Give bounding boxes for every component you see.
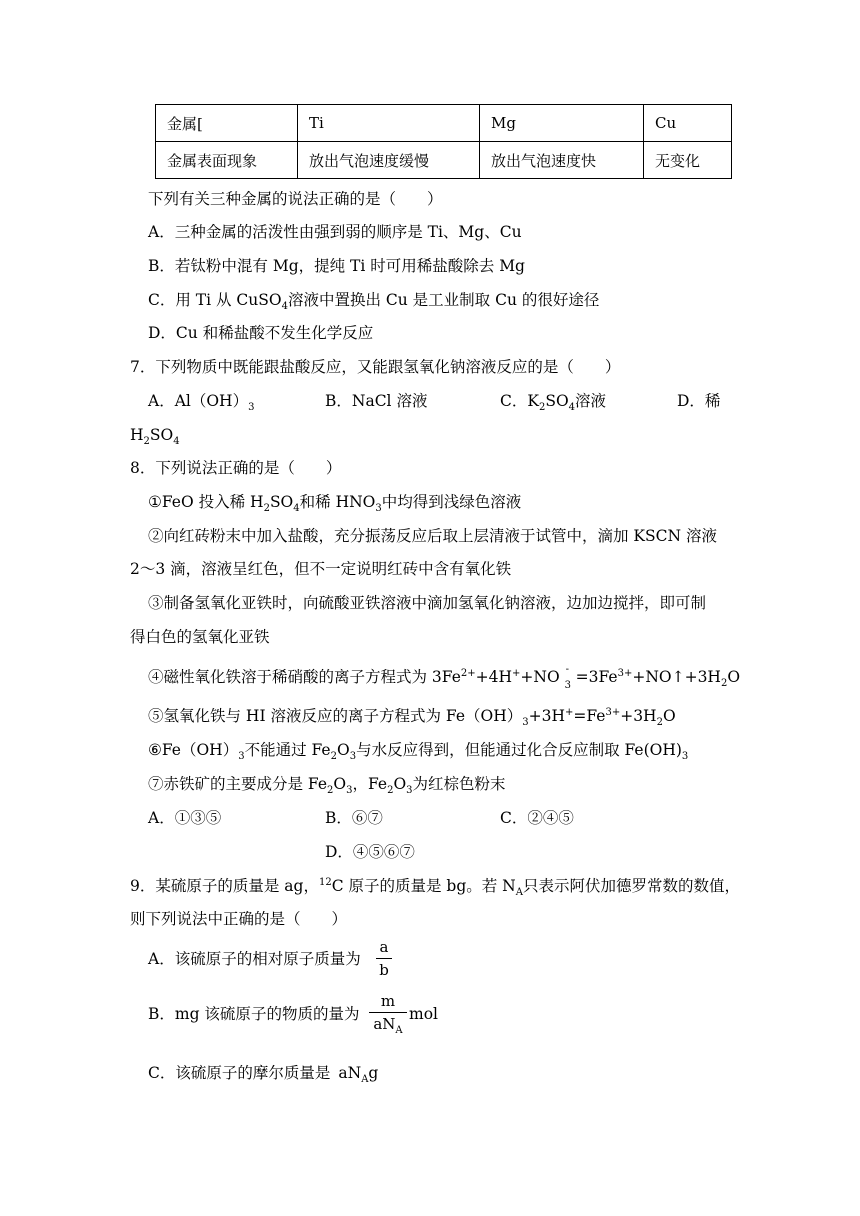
q9-stem-line1 xyxy=(130,876,740,899)
subscript: 2 xyxy=(538,402,546,414)
table-cell: 无变化 xyxy=(644,142,732,179)
q7-option-c xyxy=(500,391,607,414)
q8-statement-4 xyxy=(148,664,741,691)
text-part: =Fe xyxy=(573,707,606,725)
subscript: 3 xyxy=(346,785,353,797)
fraction-numerator: a xyxy=(379,938,389,956)
q6-option-c-pre: C．用 Ti 从 CuSO xyxy=(148,291,282,309)
q6-option-d: D．Cu 和稀盐酸不发生化学反应 xyxy=(148,324,374,342)
text-part: 不能通过 Fe xyxy=(244,741,331,759)
q9-option-b-unit: mol xyxy=(409,1005,438,1023)
text-part: +3H xyxy=(528,707,565,725)
text-part: O xyxy=(662,707,676,725)
superscript: + xyxy=(564,706,574,718)
subscript: 2 xyxy=(330,751,337,763)
formula-part: SO xyxy=(149,426,174,444)
text-part: +3H xyxy=(620,707,657,725)
q7-option-a xyxy=(148,391,255,414)
text-part: ④磁性氧化铁溶于稀硝酸的离子方程式为 3Fe xyxy=(148,668,461,686)
q6-option-b: B．若钛粉中混有 Mg，提纯 Ti 时可用稀盐酸除去 Mg xyxy=(148,257,525,275)
text-part: +4H xyxy=(475,668,512,686)
subscript: 2 xyxy=(263,503,270,515)
q7-option-a-pre: A．Al（OH） xyxy=(148,392,249,410)
table-cell: 放出气泡速度缓慢 xyxy=(298,142,480,179)
subscript: 4 xyxy=(281,301,288,313)
q6-option-c xyxy=(148,290,600,313)
fraction-a-over-b xyxy=(376,938,392,979)
subscript: A xyxy=(395,1025,403,1036)
subscript: 3 xyxy=(349,751,357,763)
q8-option-b: B．⑥⑦ xyxy=(325,809,383,827)
q7-stem: 7．下列物质中既能跟盐酸反应，又能跟氢氧化钠溶液反应的是（ ） xyxy=(130,358,621,376)
q7-option-c-post: 溶液 xyxy=(575,392,607,410)
text-part: 与水反应得到，但能通过化合反应制取 Fe(OH) xyxy=(356,741,682,759)
text-part: 和稀 HNO xyxy=(299,493,376,511)
text-part: ①FeO 投入稀 H xyxy=(148,493,264,511)
q8-option-c: C．②④⑤ xyxy=(500,809,574,827)
q8-option-d: D．④⑤⑥⑦ xyxy=(325,843,415,861)
q8-statement-5 xyxy=(148,706,676,729)
text-part: C 原子的质量是 bg。若 N xyxy=(331,877,516,895)
subscript: 3 xyxy=(681,751,689,763)
formula-part: g xyxy=(368,1064,379,1082)
text-part: O xyxy=(336,741,350,759)
superscript: + xyxy=(512,667,521,679)
q6-option-c-post: 溶液中置换出 Cu 是工业制取 Cu 的很好途径 xyxy=(287,291,600,309)
text-part: O xyxy=(727,668,741,686)
fraction-denominator: b xyxy=(379,961,389,979)
q6-stem: 下列有关三种金属的说法正确的是（ ） xyxy=(148,190,443,208)
table-header-row xyxy=(156,105,732,142)
subscript: 4 xyxy=(568,402,576,414)
q9-stem-line2: 则下列说法中正确的是（ ） xyxy=(130,910,348,928)
subscript: 3 xyxy=(248,402,255,414)
table-cell: Cu xyxy=(644,105,732,142)
table-cell: 金属表面现象 xyxy=(156,142,298,179)
q7-option-d: D．稀 xyxy=(677,392,721,410)
metal-reaction-table xyxy=(155,104,732,179)
q7-option-c-pre: C．K xyxy=(500,392,539,410)
subscript: 4 xyxy=(293,503,300,515)
q9-option-a: A．该硫原子的相对原子质量为 xyxy=(148,950,361,968)
superscript: 3+ xyxy=(617,667,633,679)
q9-option-b: B．mg 该硫原子的物质的量为 xyxy=(148,1005,360,1023)
subscript: 2 xyxy=(327,785,334,797)
subscript: 3 xyxy=(564,680,572,691)
text-part: 中均得到浅绿色溶液 xyxy=(381,493,522,511)
q8-statement-3-line2: 得白色的氢氧化亚铁 xyxy=(130,628,270,646)
subscript: 3 xyxy=(375,503,382,515)
q8-statement-7 xyxy=(148,774,506,797)
q8-statement-3-line1: ③制备氢氧化亚铁时，向硫酸亚铁溶液中滴加氢氧化钠溶液，边加边搅拌，即可制 xyxy=(148,594,707,612)
table-cell: 金属[ xyxy=(156,105,298,142)
fraction-m-over-ana xyxy=(369,992,407,1036)
text-part: C．该硫原子的摩尔质量是 xyxy=(148,1064,331,1082)
subscript: A xyxy=(515,887,523,899)
q9-option-c xyxy=(148,1063,379,1086)
q8-option-a: A．①③⑤ xyxy=(148,809,222,827)
superscript: 3+ xyxy=(605,706,621,718)
superscript: 2+ xyxy=(460,667,476,679)
text-part: 9．某硫原子的质量是 ag， xyxy=(130,877,319,895)
fraction-bar xyxy=(376,958,392,959)
text-part: SO xyxy=(269,493,294,511)
table-row xyxy=(156,142,732,179)
subscript: 3 xyxy=(238,751,245,763)
superscript: - xyxy=(565,664,570,675)
table-cell: Ti xyxy=(298,105,480,142)
q7-option-b: B．NaCl 溶液 xyxy=(325,392,428,410)
fraction-denominator xyxy=(369,1015,407,1036)
text-part: ，Fe xyxy=(352,775,388,793)
text-part: ⑦赤铁矿的主要成分是 Fe xyxy=(148,775,328,793)
text-part: =3Fe xyxy=(575,668,618,686)
fraction-numerator: m xyxy=(380,992,396,1010)
subscript: 2 xyxy=(656,717,663,729)
formula-part: aN xyxy=(338,1064,362,1082)
text-part: O xyxy=(333,775,347,793)
text-part: O xyxy=(393,775,407,793)
text-part: 只表示阿伏加德罗常数的数值， xyxy=(522,877,740,895)
superscript: 12 xyxy=(318,876,332,888)
subscript: A xyxy=(361,1074,369,1086)
q8-statement-6 xyxy=(148,740,689,763)
q8-statement-1 xyxy=(148,492,522,515)
subscript: 3 xyxy=(406,785,413,797)
subscript: 2 xyxy=(143,436,150,448)
q8-statement-2-line2: 2～3 滴，溶液呈红色，但不一定说明红砖中含有氧化铁 xyxy=(130,560,512,578)
fraction-bar xyxy=(369,1012,407,1013)
q8-statement-2-line1: ②向红砖粉末中加入盐酸，充分振荡反应后取上层清液于试管中，滴加 KSCN 溶液 xyxy=(148,527,717,545)
q6-option-a: A．三种金属的活泼性由强到弱的顺序是 Ti、Mg、Cu xyxy=(148,223,522,241)
q7-option-d-cont xyxy=(130,425,180,448)
subscript: 2 xyxy=(387,785,394,797)
text-part: ⑤氢氧化铁与 HI 溶液反应的离子方程式为 Fe（OH） xyxy=(148,707,523,725)
subscript: 4 xyxy=(173,436,180,448)
formula-part: H xyxy=(130,426,144,444)
q7-option-c-mid: SO xyxy=(545,392,569,410)
table-cell: Mg xyxy=(480,105,644,142)
subscript: 2 xyxy=(720,678,728,690)
text-part: +NO xyxy=(520,668,560,686)
text-part: 为红棕色粉末 xyxy=(412,775,506,793)
table-cell: 放出气泡速度快 xyxy=(480,142,644,179)
text-part: +NO↑+3H xyxy=(632,668,721,686)
nitrate-charge-stack xyxy=(560,664,576,691)
text-part: ⑥Fe（OH） xyxy=(148,741,239,759)
subscript: 3 xyxy=(522,717,529,729)
formula-part: aN xyxy=(373,1015,396,1033)
q8-stem: 8．下列说法正确的是（ ） xyxy=(130,459,342,477)
